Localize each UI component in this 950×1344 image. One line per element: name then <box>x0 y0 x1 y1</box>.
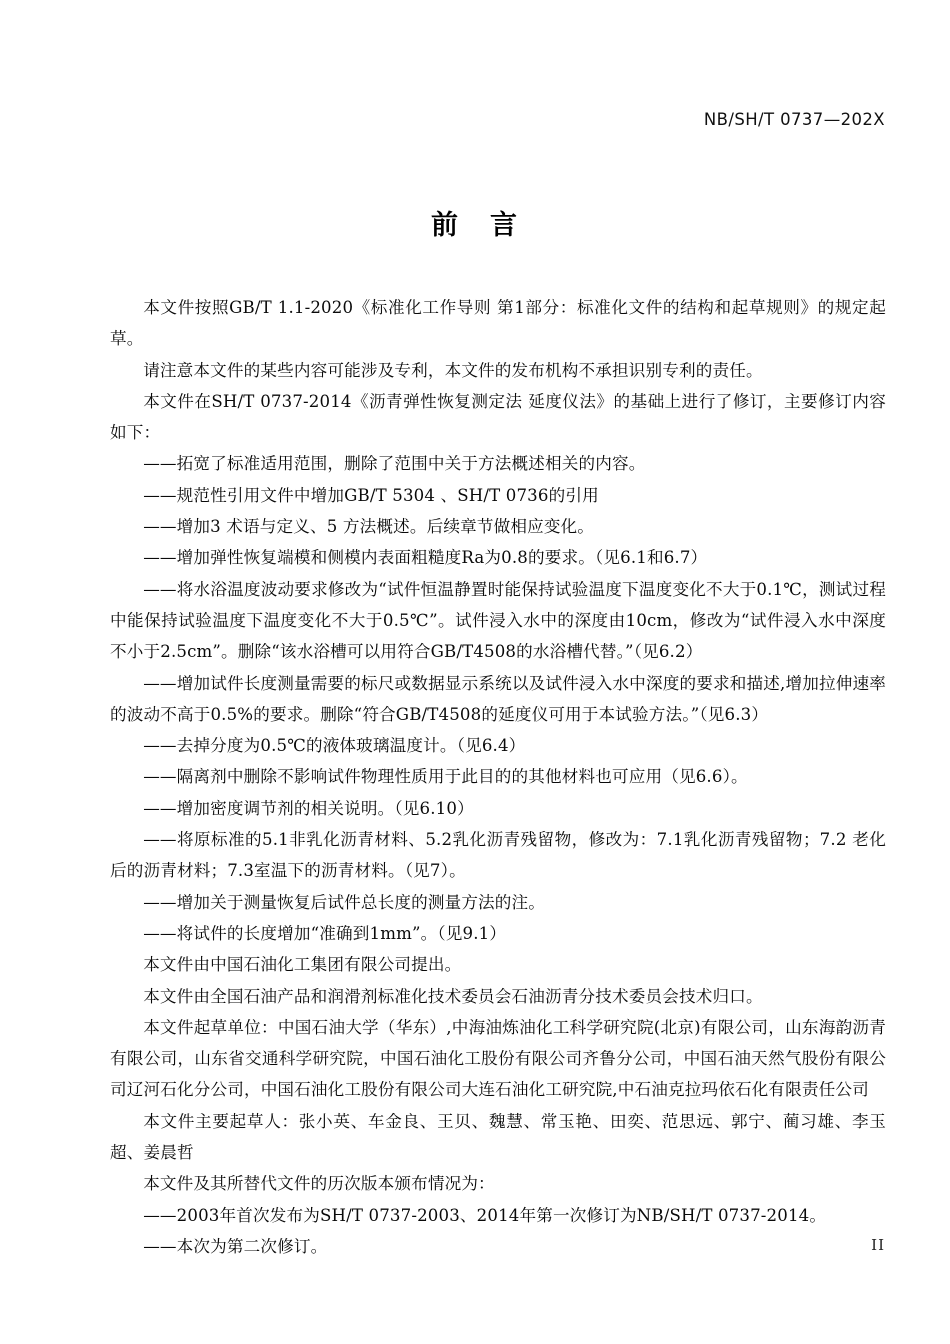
revision-item: ——本次为第二次修订。 <box>143 1236 328 1256</box>
revision-item: ——规范性引用文件中增加GB/T 5304 、SH/T 0736的引用 <box>143 485 599 505</box>
foreword-paragraph: 本文件在SH/T 0737-2014《沥青弹性恢复测定法 延度仪法》的基础上进行了修订，主要修订内容如下： <box>110 391 886 443</box>
foreword-paragraph: 本文件按照GB/T 1.1-2020《标准化工作导则 第1部分：标准化文件的结构和起草规则》的规定起草。 <box>110 298 886 349</box>
page-folio: II <box>871 1236 885 1254</box>
revision-item: ——2003年首次发布为SH/T 0737-2003、2014年第一次修订为NB/SH/T 0737-2014。 <box>143 1205 827 1225</box>
foreword-paragraph: 本文件起草单位：中国石油大学（华东）,中海油炼油化工科学研究院(北京)有限公司，山东海韵沥青有限公司，山东省交通科学研究院，中国石油化工股份有限公司齐鲁分公司，中国石油天然气股份有限公司辽河石化分公司，中国石油化工股份有限公司大连石油化工研究院,中石油克拉玛依石化有限责任公司 <box>110 1017 886 1100</box>
foreword-paragraph: 本文件及其所替代文件的历次版本颁布情况为： <box>143 1174 495 1194</box>
page-title-char-right: 言 <box>490 210 519 241</box>
revision-item: ——将原标准的5.1非乳化沥青材料、5.2乳化沥青残留物，修改为：7.1乳化沥青残留物；7.2 老化后的沥青材料；7.3室温下的沥青材料。（见7）。 <box>110 830 886 881</box>
foreword-paragraph: 请注意本文件的某些内容可能涉及专利，本文件的发布机构不承担识别专利的责任。 <box>143 360 763 380</box>
revision-item: ——拓宽了标准适用范围，删除了范围中关于方法概述相关的内容。 <box>143 454 646 474</box>
foreword-paragraph: 本文件主要起草人：张小英、车金良、王贝、魏慧、常玉艳、田奕、范思远、郭宁、蔺习雄、李玉超、姜晨哲 <box>110 1111 886 1163</box>
revision-item: ——将水浴温度波动要求修改为“试件恒温静置时能保持试验温度下温度变化不大于0.1℃，测试过程中能保持试验温度下温度变化不大于0.5℃”。试件浸入水中的深度由10cm，修改为“试件浸入水中深度不小于2.5cm”。删除“该水浴槽可以用符合GB/T4508的水浴槽代替。”（见6.2） <box>110 579 886 662</box>
page-title-char-left: 前 <box>431 210 460 241</box>
revision-item: ——隔离剂中删除不影响试件物理性质用于此目的的其他材料也可应用（见6.6）。 <box>143 767 748 787</box>
revision-item: ——将试件的长度增加“准确到1mm”。（见9.1） <box>143 923 507 943</box>
revision-item: ——增加密度调节剂的相关说明。（见6.10） <box>143 798 474 818</box>
foreword-body <box>110 292 886 1262</box>
page-title <box>0 203 950 242</box>
revision-item: ——增加3 术语与定义、5 方法概述。后续章节做相应变化。 <box>143 517 595 537</box>
revision-item: ——增加试件长度测量需要的标尺或数据显示系统以及试件浸入水中深度的要求和描述,增加拉伸速率的波动不高于0.5%的要求。删除“符合GB/T4508的延度仪可用于本试验方法。”（见6.3） <box>110 673 886 724</box>
foreword-paragraph: 本文件由全国石油产品和润滑剂标准化技术委员会石油沥青分技术委员会技术归口。 <box>143 986 763 1006</box>
running-header-standard-number: NB/SH/T 0737—202X <box>703 110 885 129</box>
revision-item: ——增加关于测量恢复后试件总长度的测量方法的注。 <box>143 892 546 912</box>
revision-item: ——增加弹性恢复端模和侧模内表面粗糙度Ra为0.8的要求。（见6.1和6.7） <box>143 548 708 568</box>
foreword-paragraph: 本文件由中国石油化工集团有限公司提出。 <box>143 955 462 975</box>
revision-item: ——去掉分度为0.5℃的液体玻璃温度计。（见6.4） <box>143 736 526 756</box>
